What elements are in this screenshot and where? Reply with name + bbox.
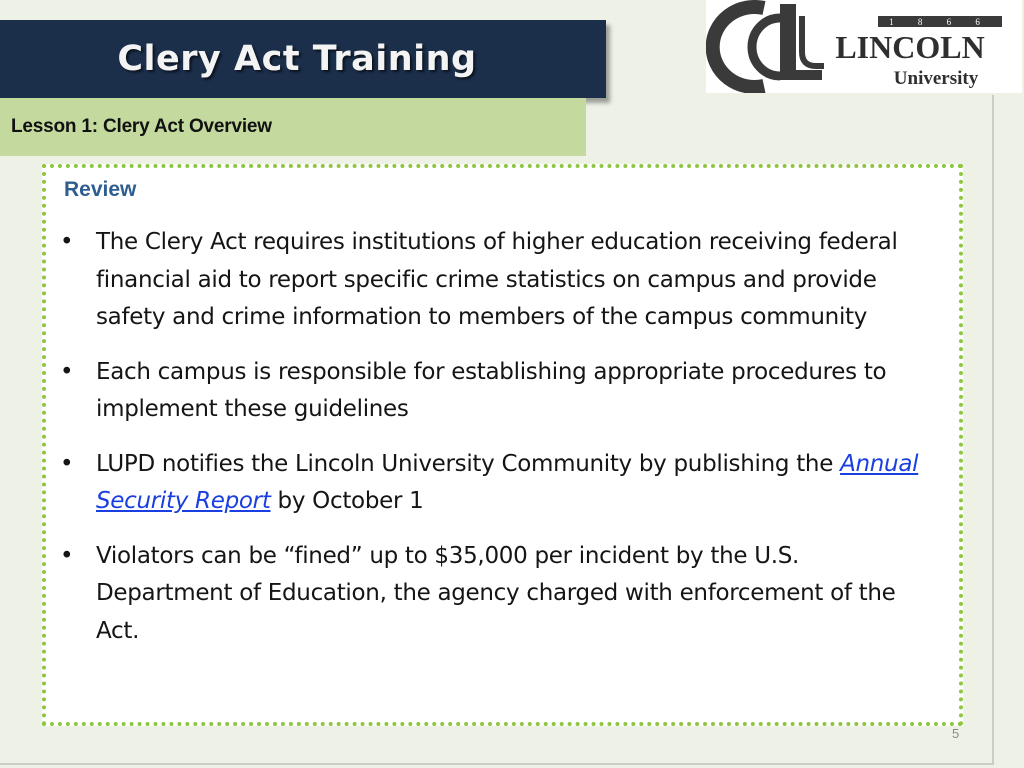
bullet-item: • The Clery Act requires institutions of higher education receiving federal financial aid to report specific crime statistics on campus and provide safety and crime information to members of the campus community [60,224,940,337]
bullet-item-report [60,446,940,521]
frame-line-bottom [0,763,994,765]
review-content-box [42,164,963,726]
annual-security-report-link[interactable]: Annual Security Report [96,450,919,514]
logo-year: 1 8 6 6 [889,17,991,27]
review-heading: Review [64,178,137,201]
bullet-item: • Each campus is responsible for establishing appropriate procedures to implement these guidelines [60,354,940,429]
logo-l-stem [780,4,796,78]
slide-title: Clery Act Training [117,39,477,79]
logo-graphic [706,0,1022,93]
bullet-list [60,224,940,667]
logo-l-base [780,70,822,80]
logo-name: LINCOLN [835,29,985,65]
page-number: 5 [952,726,960,741]
title-banner [0,20,606,98]
lincoln-university-logo [706,0,1022,93]
lesson-bar [0,98,586,156]
logo-subtitle: University [893,68,979,89]
bullet-text-after-link: by October 1 [270,488,424,514]
bullet-item: • Violators can be “fined” up to $35,000 per incident by the U.S. Department of Education, the agency charged with enforcement of the Act. [60,538,940,651]
logo-inner-c-shape [752,18,780,76]
frame-line-right [992,95,994,763]
logo-u-curve [802,16,824,66]
bullet-text-before-link: LUPD notifies the Lincoln University Community by publishing the [96,450,841,477]
lesson-title: Lesson 1: Clery Act Overview [11,116,272,137]
